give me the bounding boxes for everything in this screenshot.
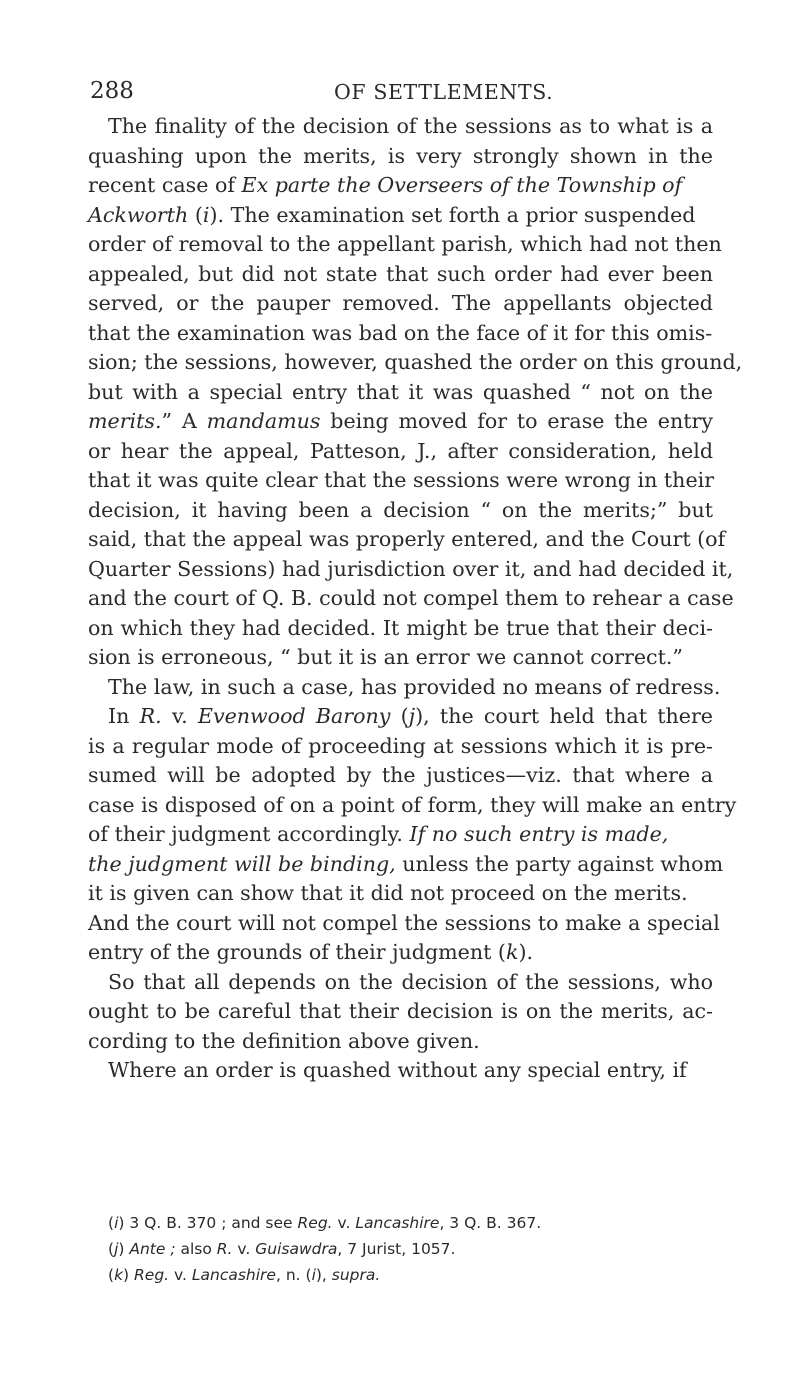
text-line: sion is erroneous, “ but it is an error we cannot correct.” [88, 645, 683, 669]
italic-text: k [505, 940, 519, 964]
italic-text: i [311, 1266, 316, 1284]
text-line: sumed will be adopted by the justices—viz. that where a [88, 763, 713, 787]
text-line: The finality of the decision of the sessions as to what is a [108, 114, 713, 138]
italic-text: merits. [88, 409, 162, 433]
italic-text: Ex parte the Overseers of the Township of [241, 173, 683, 197]
italic-text: Reg. [134, 1266, 170, 1284]
text-line: it is given can show that it did not proceed on the merits. [88, 881, 688, 905]
italic-text: If no such entry is made, [409, 822, 669, 846]
italic-text: Guisawdra [255, 1240, 338, 1258]
text-line: quashing upon the merits, is very strongly shown in the [88, 143, 713, 168]
text-line: sion; the sessions, however, quashed the order on this ground, [88, 350, 743, 374]
italic-text: j [408, 704, 416, 728]
italic-text: Evenwood Barony [197, 704, 391, 728]
italic-text: Reg. [297, 1214, 333, 1232]
italic-text: R. [139, 704, 162, 728]
footnote: (k) Reg. v. Lancashire, n. (i), supra. [108, 1266, 381, 1284]
italic-text: mandamus [206, 409, 321, 433]
text-line: recent case of Ex parte the Overseers of the Township of [88, 173, 683, 197]
body-text [88, 112, 743, 1086]
text-line: case is disposed of on a point of form, they will make an entry [88, 792, 737, 817]
text-line: the judgment will be binding, unless the party against whom [88, 851, 724, 876]
text-line: on which they had decided. It might be true that their deci- [88, 615, 713, 640]
page-number: 288 [90, 78, 134, 104]
footnotes [108, 1210, 708, 1288]
italic-text: Ackworth [88, 202, 189, 227]
text-line: Ackworth (i). The examination set forth a prior suspended [88, 202, 696, 227]
text-line: cording to the definition above given. [88, 1028, 480, 1053]
text-line: So that all depends on the decision of the sessions, who [108, 969, 713, 994]
italic-text: i [202, 202, 210, 227]
text-line: and the court of Q. B. could not compel them to rehear a case [88, 586, 734, 610]
text-line: of their judgment accordingly. If no such entry is made, [88, 822, 669, 846]
footnote: (i) 3 Q. B. 370 ; and see Reg. v. Lancashire, 3 Q. B. 367. [108, 1214, 542, 1232]
text-line: order of removal to the appellant parish, which had not then [88, 232, 722, 256]
italic-text: i [114, 1214, 119, 1232]
italic-text: k [114, 1266, 124, 1284]
text-line: The law, in such a case, has provided no means of redress. [108, 674, 721, 699]
text-line: And the court will not compel the sessions to make a special [88, 910, 720, 935]
text-line: or hear the appeal, Patteson, J., after consideration, held [88, 438, 713, 463]
italic-text: Lancashire [191, 1266, 276, 1284]
text-line: but with a special entry that it was quashed “ not on the [88, 379, 713, 404]
text-line: that it was quite clear that the sessions were wrong in their [88, 468, 715, 492]
text-line: ought to be careful that their decision is on the merits, ac- [88, 999, 713, 1023]
italic-text: j [114, 1240, 119, 1258]
italic-text: Lancashire [355, 1214, 440, 1232]
footnote: (j) Ante ; also R. v. Guisawdra, 7 Jurist, 1057. [108, 1240, 456, 1258]
italic-text: supra. [331, 1266, 381, 1284]
text-line: entry of the grounds of their judgment (k). [88, 940, 534, 964]
italic-text: the judgment will be binding, [88, 851, 396, 876]
italic-text: R. [216, 1240, 233, 1258]
running-head: OF SETTLEMENTS. [334, 80, 554, 104]
text-line: is a regular mode of proceeding at sessions which it is pre- [88, 733, 713, 758]
text-line: Quarter Sessions) had jurisdiction over it, and had decided it, [88, 556, 734, 581]
text-line: decision, it having been a decision “ on the merits;” but [88, 497, 713, 522]
text-line: appealed, but did not state that such order had ever been [88, 261, 713, 286]
text-line: merits.” A mandamus being moved for to erase the entry [88, 409, 713, 433]
text-line: served, or the pauper removed. The appellants objected [88, 291, 713, 315]
page-header [90, 78, 710, 112]
italic-text: Ante ; [129, 1240, 176, 1258]
text-line: Where an order is quashed without any special entry, if [108, 1058, 687, 1082]
text-line: said, that the appeal was properly entered, and the Court (of [88, 527, 726, 551]
text-line: In R. v. Evenwood Barony (j), the court held that there [108, 704, 713, 728]
text-line: that the examination was bad on the face of it for this omis- [88, 320, 713, 345]
